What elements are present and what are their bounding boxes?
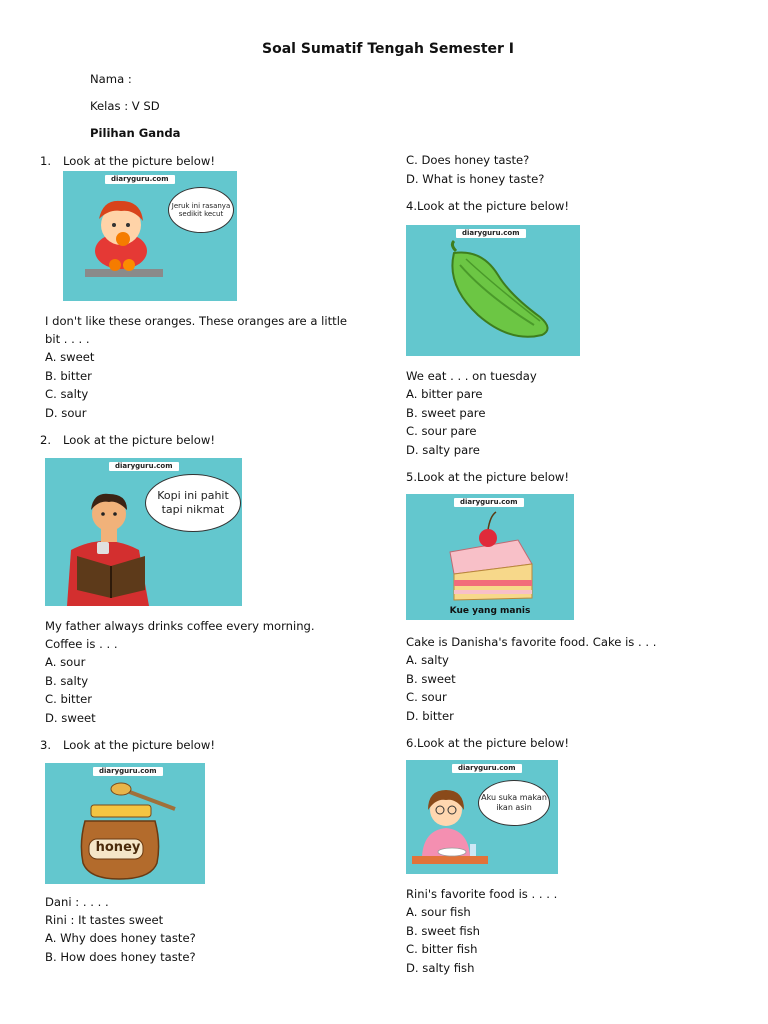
q3-options-left — [45, 929, 196, 966]
q2-option-c[interactable]: C. bitter — [45, 692, 93, 706]
q3-option-b[interactable]: B. How does honey taste? — [45, 949, 196, 964]
q5-watermark: diaryguru.com — [454, 498, 524, 507]
q2-options — [45, 653, 96, 727]
q5-caption: Kue yang manis — [449, 606, 531, 616]
q6-stem: Rini's favorite food is . . . . — [406, 887, 558, 901]
q6-picture — [406, 760, 558, 874]
q2-speech-bubble: Kopi ini pahit tapi nikmat — [145, 474, 241, 532]
q2-option-a[interactable]: A. sour — [45, 655, 86, 669]
q6-heading: 6.Look at the picture below! — [406, 736, 570, 750]
q2-option-d[interactable]: D. sweet — [45, 710, 96, 725]
q2-picture — [45, 458, 242, 606]
q1-stem-line2: bit . . . . — [45, 332, 90, 346]
q4-heading: 4.Look at the picture below! — [406, 199, 570, 213]
q5-option-d[interactable]: D. bitter — [406, 708, 454, 723]
q3-option-c[interactable]: C. Does honey taste? — [406, 153, 530, 167]
q3-stem-line1: Dani : . . . . — [45, 895, 109, 909]
q1-options — [45, 348, 94, 422]
q1-speech-bubble: Jeruk ini rasanya sedikit kecut — [168, 187, 234, 233]
q6-options — [406, 903, 480, 977]
q3-prompt: Look at the picture below! — [63, 738, 216, 752]
q1-option-c[interactable]: C. salty — [45, 387, 89, 401]
q1-option-d[interactable]: D. sour — [45, 405, 87, 420]
q6-speech-bubble: Aku suka makan ikan asin — [478, 780, 550, 826]
q5-option-c[interactable]: C. sour — [406, 690, 447, 704]
q4-watermark: diaryguru.com — [456, 229, 526, 238]
kelas-label: Kelas : V SD — [90, 99, 160, 113]
q1-option-a[interactable]: A. sweet — [45, 350, 95, 364]
q4-stem: We eat . . . on tuesday — [406, 369, 537, 383]
q4-option-d[interactable]: D. salty pare — [406, 442, 480, 457]
q2-number: 2. — [40, 433, 52, 447]
q4-option-a[interactable]: A. bitter pare — [406, 387, 483, 401]
q2-option-b[interactable]: B. salty — [45, 673, 89, 688]
q5-heading: 5.Look at the picture below! — [406, 470, 570, 484]
page-title: Soal Sumatif Tengah Semester I — [262, 41, 514, 57]
q1-prompt: Look at the picture below! — [63, 154, 216, 168]
q1-option-b[interactable]: B. bitter — [45, 368, 92, 383]
nama-label: Nama : — [90, 72, 132, 86]
q3-options-right — [406, 151, 544, 188]
q3-option-a[interactable]: A. Why does honey taste? — [45, 931, 196, 945]
q5-option-b[interactable]: B. sweet — [406, 671, 456, 686]
q5-stem: Cake is Danisha's favorite food. Cake is . . . — [406, 635, 657, 649]
q2-prompt: Look at the picture below! — [63, 433, 216, 447]
q1-stem-line1: I don't like these oranges. These oranges are a little — [45, 314, 348, 328]
q2-stem-line2: Coffee is . . . — [45, 637, 118, 651]
q3-number: 3. — [40, 738, 52, 752]
q3-option-d[interactable]: D. What is honey taste? — [406, 171, 545, 186]
q4-options — [406, 385, 485, 459]
q1-watermark: diaryguru.com — [105, 175, 175, 184]
q5-options — [406, 651, 456, 725]
honey-jar-illustration — [45, 763, 205, 884]
q6-option-d[interactable]: D. salty fish — [406, 960, 475, 975]
q6-watermark: diaryguru.com — [452, 764, 522, 773]
q3-watermark: diaryguru.com — [93, 767, 163, 776]
q4-picture — [406, 225, 580, 356]
q2-stem-line1: My father always drinks coffee every morning. — [45, 619, 315, 633]
q1-picture — [63, 171, 237, 301]
q1-number: 1. — [40, 154, 52, 168]
q6-option-a[interactable]: A. sour fish — [406, 905, 471, 919]
section-heading: Pilihan Ganda — [90, 126, 181, 140]
q3-stem-line2: Rini : It tastes sweet — [45, 913, 164, 927]
q4-option-b[interactable]: B. sweet pare — [406, 405, 486, 420]
bitter-gourd-illustration — [406, 225, 580, 356]
q5-option-a[interactable]: A. salty — [406, 653, 449, 667]
q4-option-c[interactable]: C. sour pare — [406, 424, 477, 438]
q3-jar-label: honey — [95, 840, 141, 855]
q2-watermark: diaryguru.com — [109, 462, 179, 471]
q5-picture — [406, 494, 574, 620]
q3-picture — [45, 763, 205, 884]
q6-option-c[interactable]: C. bitter fish — [406, 942, 478, 956]
q6-option-b[interactable]: B. sweet fish — [406, 923, 481, 938]
